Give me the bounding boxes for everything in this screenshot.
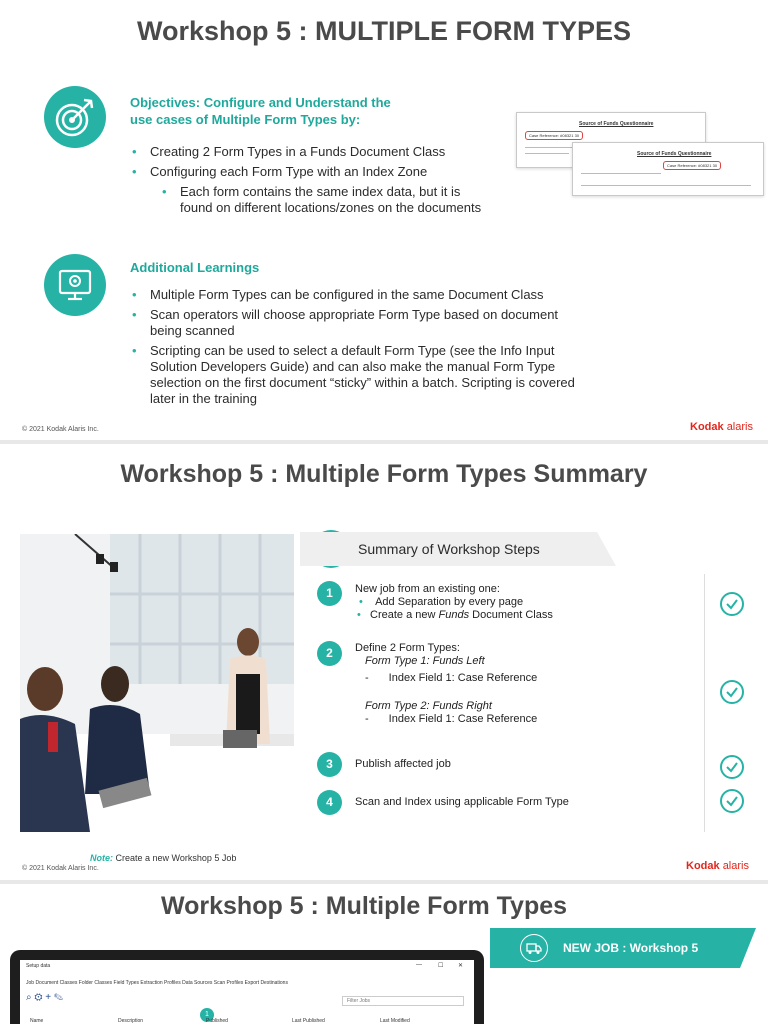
truck-icon <box>520 934 548 962</box>
step-1-text: New job from an existing one: • Add Separation by every page • Create a new Funds Document Class <box>355 583 553 621</box>
check-icon <box>720 755 744 779</box>
toolbar <box>26 992 63 1003</box>
list-item: • Scan operators will choose appropriate Form Type based on document being scanned <box>130 307 580 339</box>
window-title: Setup data <box>26 963 51 969</box>
step-3-text: Publish affected job <box>355 758 451 770</box>
list-item: • Creating 2 Form Types in a Funds Document Class <box>130 144 490 160</box>
step-number: 4 <box>317 790 342 815</box>
step-4-text: Scan and Index using applicable Form Type <box>355 796 569 808</box>
list-item: • Configuring each Form Type with an Index Zone <box>130 164 490 180</box>
settings-icon[interactable]: ⚙ <box>34 992 43 1003</box>
column-header[interactable]: Published <box>206 1018 228 1024</box>
meeting-photo <box>20 534 294 832</box>
column-header[interactable]: Last Published <box>292 1018 325 1024</box>
learnings-heading: Additional Learnings <box>130 260 260 275</box>
learnings-list <box>130 287 580 411</box>
list-item: • Multiple Form Types can be configured in the same Document Class <box>130 287 580 303</box>
note: Note: Create a new Workshop 5 Job <box>90 853 237 863</box>
check-icon <box>720 680 744 704</box>
minimize-button[interactable]: — <box>416 962 422 968</box>
column-header[interactable]: Name <box>30 1018 44 1024</box>
summary-title: Summary of Workshop Steps <box>358 541 540 557</box>
kodak-alaris-logo: Kodak alaris <box>690 421 753 433</box>
objectives-heading: Objectives: Configure and Understand the use cases of Multiple Form Types by: <box>130 95 391 127</box>
step-number: 2 <box>317 641 342 666</box>
banner-text: NEW JOB : Workshop 5 <box>563 941 699 955</box>
case-reference-box: Case Reference: #08321 30 <box>663 161 721 170</box>
check-icon <box>720 592 744 616</box>
slide-summary <box>0 444 768 880</box>
list-item: • Each form contains the same index data, but it is found on different locations/zones on the documents <box>130 184 490 216</box>
objectives-list <box>130 144 490 218</box>
list-item: • Scripting can be used to select a default Form Type (see the Info Input Solution Developers Guide) and can also make the manual Form Type selection on the first document “sticky” within a batch. Scripting is covered later in the training <box>130 343 580 407</box>
copyright: © 2021 Kodak Alaris Inc. <box>22 426 99 433</box>
filter-jobs-input[interactable]: Filter Jobs <box>342 996 464 1006</box>
slide-title: Workshop 5 : Multiple Form Types Summary <box>120 460 648 488</box>
step-badge: 1 <box>200 1008 214 1022</box>
slide-objectives <box>0 0 768 440</box>
close-button[interactable]: ✕ <box>458 963 464 969</box>
kodak-alaris-logo: Kodak alaris <box>686 860 749 872</box>
add-icon[interactable]: + <box>45 992 52 1003</box>
copyright: © 2021 Kodak Alaris Inc. <box>22 865 99 872</box>
case-reference-box: Case Reference: #08321 30 <box>525 131 583 140</box>
check-icon <box>720 789 744 813</box>
slide-title: Workshop 5 : MULTIPLE FORM TYPES <box>136 16 631 46</box>
column-header[interactable]: Last Modified <box>380 1018 410 1024</box>
setup-data-window <box>20 960 474 1024</box>
document-thumbnail-right: Source of Funds Questionnaire Case Reference: #08321 30 <box>572 142 764 196</box>
edit-icon[interactable]: ✎ <box>53 992 64 1003</box>
step-number: 1 <box>317 581 342 606</box>
document-thumbnail-left: Source of Funds Questionnaire Case Reference: #08321 30 <box>516 112 706 168</box>
step-number: 3 <box>317 752 342 777</box>
setup-tabs[interactable]: Job Document Classes Folder Classes Field Types Extraction Profiles Data Sources Scan Profiles Export Destinations <box>26 980 288 986</box>
column-header[interactable]: Description <box>118 1018 144 1024</box>
slide-title: Workshop 5 : Multiple Form Types <box>160 892 568 920</box>
step-2-text: Define 2 Form Types: Form Type 1: Funds Left - Index Field 1: Case Reference Form Type 2: Funds Right - Index Field 1: Case Reference <box>355 642 538 725</box>
monitor-gear-icon <box>44 254 106 316</box>
target-icon <box>44 86 106 148</box>
maximize-button[interactable]: ☐ <box>438 963 444 969</box>
slide-new-job <box>0 884 768 1024</box>
search-docs-icon[interactable]: ⌕ <box>26 992 32 1003</box>
